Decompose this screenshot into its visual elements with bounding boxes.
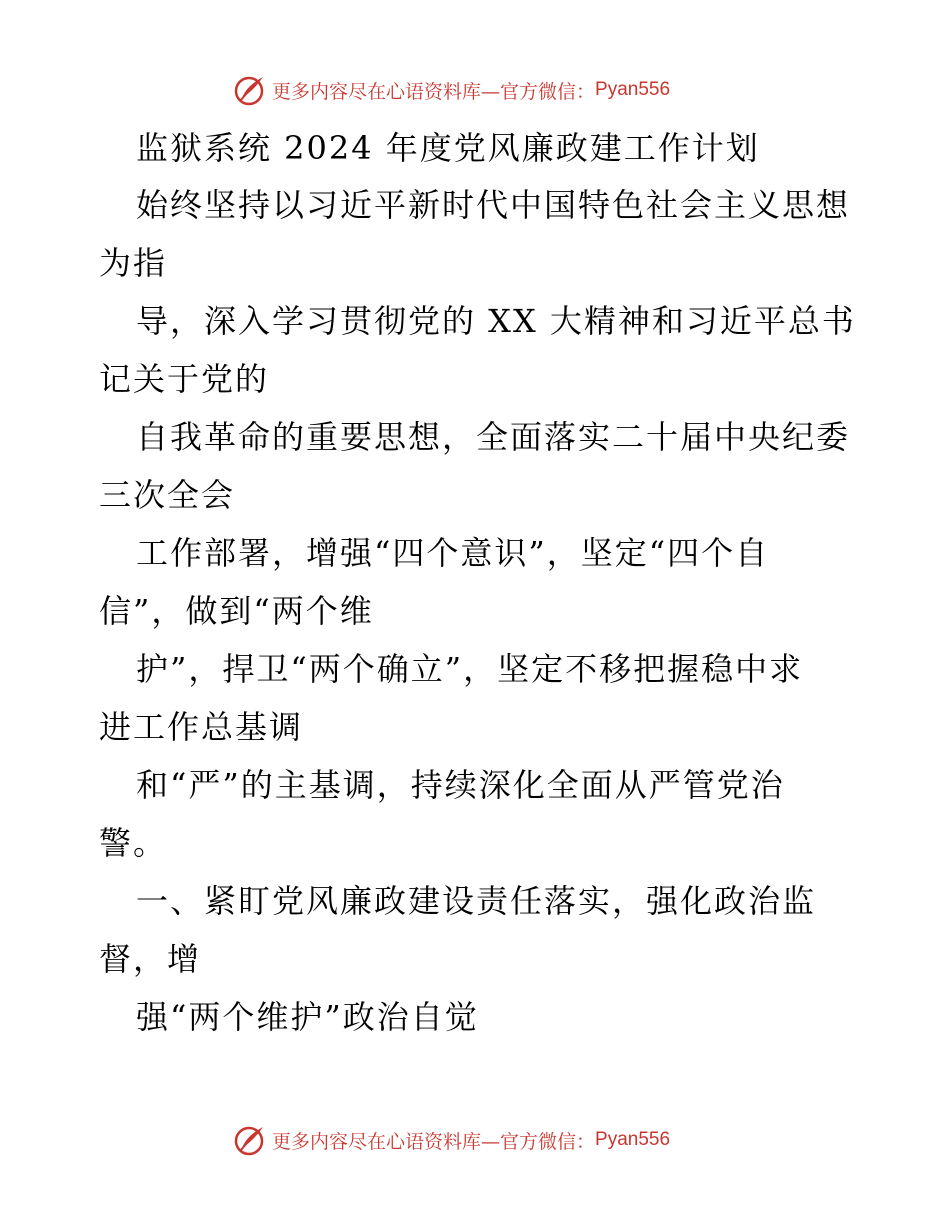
document-title: 监狱系统 2024 年度党风廉政建工作计划: [136, 129, 760, 167]
watermark-text: 更多内容尽在心语资料库—官方微信：: [272, 1130, 596, 1153]
text-line: 导，深入学习贯彻党的 XX 大精神和习近平总书: [136, 302, 856, 340]
text-line: 护”，捍卫“两个确立”，坚定不移把握稳中求: [136, 650, 804, 688]
section-heading-line: 督，增: [99, 940, 202, 978]
watermark-text: 更多内容尽在心语资料库—官方微信：: [272, 80, 596, 103]
text-line: 工作部署，增强“四个意识”，坚定“四个自: [136, 534, 770, 572]
section-heading-line: 一、紧盯党风廉政建设责任落实，强化政治监: [136, 882, 817, 920]
text-line: 为指: [99, 244, 168, 282]
section-heading-line: 强“两个维护”政治自觉: [136, 998, 479, 1036]
text-line: 和“严”的主基调，持续深化全面从严管党治: [136, 766, 785, 804]
text-line: 警。: [99, 824, 168, 862]
footer-watermark: [234, 1122, 670, 1158]
text-line: 进工作总基调: [99, 708, 304, 746]
feather-pen-logo-icon: [234, 1124, 266, 1156]
text-line: 始终坚持以习近平新时代中国特色社会主义思想: [136, 186, 851, 224]
text-line: 记关于党的: [99, 360, 270, 398]
watermark-handle: Pyan556: [595, 1129, 671, 1150]
text-line: 自我革命的重要思想，全面落实二十届中央纪委: [136, 418, 851, 456]
watermark-handle: Pyan556: [595, 79, 671, 100]
text-line: 三次全会: [99, 476, 236, 514]
text-line: 信”，做到“两个维: [99, 592, 374, 630]
